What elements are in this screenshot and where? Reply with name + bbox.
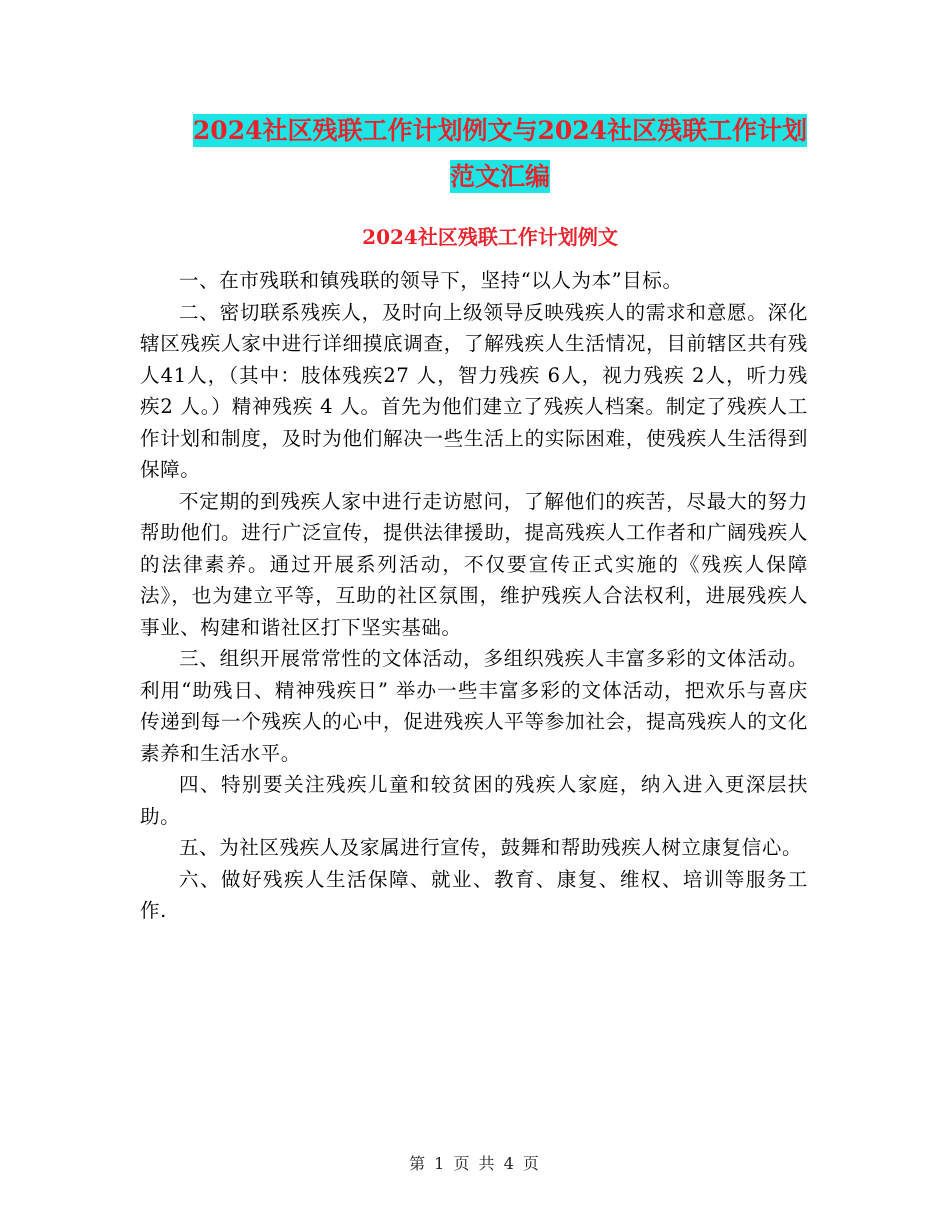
- paragraph-3: 不定期的到残疾人家中进行走访慰问，了解他们的疾苦，尽最大的努力帮助他们。进行广泛宣传，提供法律援助，提高残疾人工作者和广阔残疾人的法律素养。通过开展系列活动，不仅要宣传正式实施的《残疾人保障法》，也为建立平等，互助的社区氛围，维护残疾人合法权利，进展残疾人事业、构建和谐社区打下坚实基础。: [140, 489, 808, 639]
- paragraph-4: 三、组织开展常常性的文体活动，多组织残疾人丰富多彩的文体活动。利用“助残日、精神残疾日” 举办一些丰富多彩的文体活动，把欢乐与喜庆传递到每一个残疾人的心中，促进残疾人平等参加社会，提高残疾人的文化素养和生活水平。: [140, 647, 808, 765]
- section-title: 2024社区残联工作计划例文: [362, 225, 618, 249]
- paragraph-6: 五、为社区残疾人及家属进行宣传，鼓舞和帮助残疾人树立康复信心。: [179, 836, 803, 859]
- document-body: [140, 265, 808, 927]
- page-footer: 第 1 页 共 4 页: [409, 1154, 541, 1173]
- paragraph-7: 六、做好残疾人生活保障、就业、教育、康复、维权、培训等服务工作.: [140, 867, 808, 922]
- paragraph-5: 四、特别要关注残疾儿童和较贫困的残疾人家庭，纳入进入更深层扶助。: [140, 773, 808, 828]
- document-title-line-2: 范文汇编: [449, 162, 550, 191]
- document-title: [140, 108, 860, 200]
- document-title-line-1: 2024社区残联工作计划例文与2024社区残联工作计划: [192, 116, 808, 145]
- paragraph-2: 二、密切联系残疾人，及时向上级领导反映残疾人的需求和意愿。深化辖区残疾人家中进行详细摸底调查，了解残疾人生活情况，目前辖区共有残人41人，（其中：肢体残疾27 人，智力残疾 6人，视力残疾 2人，听力残疾2 人。）精神残疾 4 人。首先为他们建立了残疾人档案。制定了残疾人工作计划和制度，及时为他们解决一些生活上的实际困难，使残疾人生活得到保障。: [140, 300, 808, 481]
- paragraph-1: 一、在市残联和镇残联的领导下，坚持“以人为本”目标。: [179, 269, 683, 292]
